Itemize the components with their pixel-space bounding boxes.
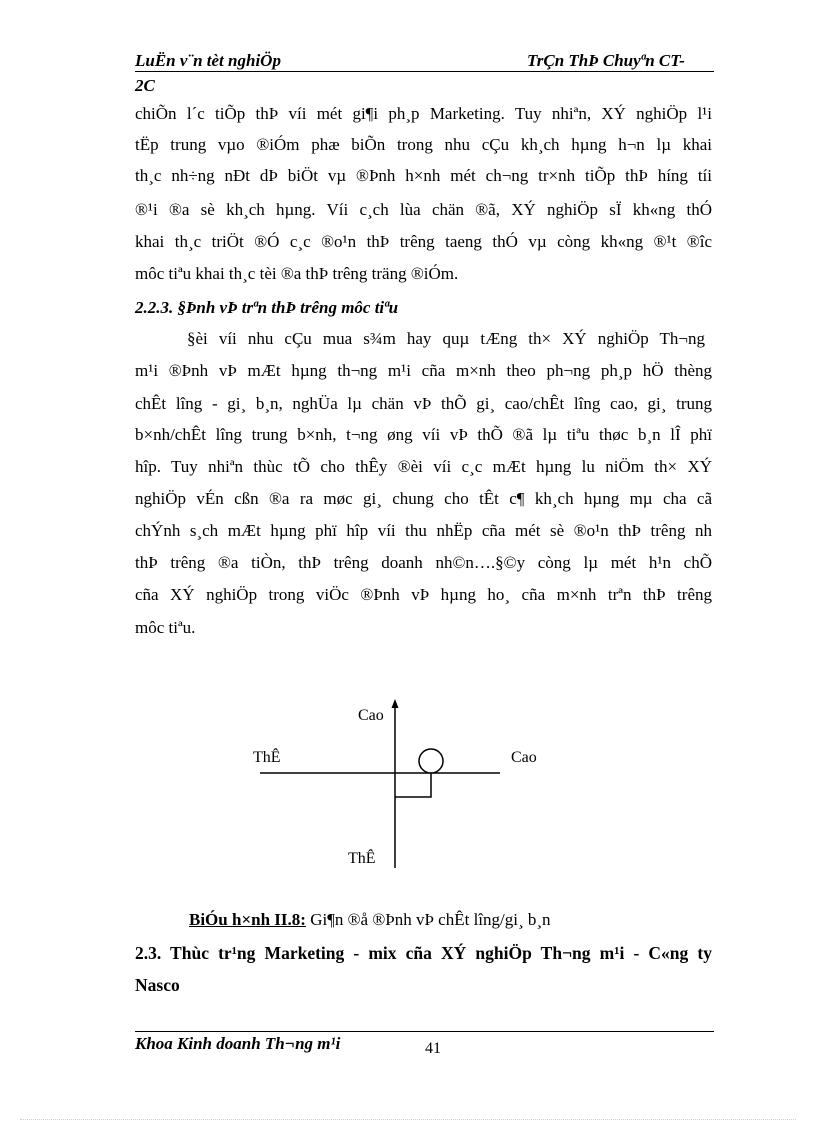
y-axis-arrow-icon [392,699,399,708]
text-line: cña XÝ nghiÖp trong viÖc ®Þnh vÞ hµng ho¸ cña m×nh trªn thÞ trêng [135,585,712,604]
page-number: 41 [425,1040,441,1057]
text-line: §èi víi nhu cÇu mua s¾m hay quµ tÆng th× XÝ nghiÖp Th¬ng [187,329,705,348]
header-rule [135,71,714,72]
figure-caption-label: BiÓu h×nh II.8: [189,910,306,929]
x-axis-high-label: Cao [511,749,537,766]
position-marker-circle [419,749,443,773]
text-line: m¹i ®Þnh vÞ mÆt hµng th¬ng m¹i cña m×nh theo ph¬ng ph¸p hÖ thèng [135,361,712,380]
section-heading-2-3: 2.3. Thùc tr¹ng Marketing - mix cña XÝ nghiÖp Th¬ng m¹i - C«ng ty [135,943,712,963]
text-line: tËp trung vµo ®iÓm phæ biÕn trong nhu cÇu kh¸ch hµng h¬n lµ khai [135,135,712,154]
text-line: môc tiªu khai th¸c tèi ®a thÞ trêng träng ®iÓm. [135,264,459,283]
positioning-diagram [240,690,560,880]
text-line: khai th¸c triÖt ®Ó c¸c ®o¹n thÞ trêng taeng thÓ vµ còng kh«ng ®¹t ®îc [135,232,712,251]
text-line: thÞ trêng ®a tiÒn, thÞ trêng doanh nh©n….§©y còng lµ mét h¹n chÕ [135,553,712,572]
y-axis-low-label: ThÊ [348,850,376,867]
text-line: môc tiªu. [135,618,196,637]
header-wrap: 2C [135,76,155,95]
text-line: chiÕn l´c tiÕp thÞ víi mét gi¶i ph¸p Marketing. Tuy nhiªn, XÝ nghiÖp l¹i [135,104,712,123]
text-line: hîp. Tuy nhiªn thùc tÕ cho thÊy ®èi víi c¸c mÆt hµng lu niÖm th× XÝ [135,457,712,476]
section-heading: 2.2.3. §Þnh vÞ trªn thÞ trêng môc tiªu [135,298,399,317]
x-axis-low-label: ThÊ [253,749,281,766]
y-axis-high-label: Cao [358,707,384,724]
figure-caption [189,910,551,930]
section-heading-2-3-cont: Nasco [135,975,180,995]
text-line: b×nh/chÊt lîng trung b×nh, t¬ng øng víi vÞ thÕ ®ã lµ tiªu thøc b¸n lÎ phï [135,425,712,444]
figure-caption-text: Gi¶n ®å ®Þnh vÞ chÊt lîng/gi¸ b¸n [305,910,551,929]
text-line: ®¹i ®a sè kh¸ch hµng. Víi c¸ch lùa chän ®ã, XÝ nghiÖp sÏ kh«ng thÓ [135,200,712,219]
header-right: TrÇn ThÞ Chuyªn CT- [527,51,685,70]
position-marker-lines [395,773,431,797]
text-line: chÝnh s¸ch mÆt hµng phï hîp víi thu nhËp cña mét sè ®o¹n thÞ trêng nh [135,521,712,540]
text-line: nghiÖp vÉn cßn ®a ra møc gi¸ chung cho tÊt c¶ kh¸ch hµng mµ cha cã [135,489,712,508]
text-line: chÊt lîng - gi¸ b¸n, nghÜa lµ chän vÞ thÕ gi¸ cao/chÊt lîng cao, gi¸ trung [135,394,712,413]
text-line: th¸c nh÷ng nÐt dÞ biÖt vµ ®Þnh h×nh mét ch¬ng tr×nh tiÕp thÞ híng tíi [135,166,712,185]
page-edge-divider [20,1119,796,1120]
footer-left: Khoa Kinh doanh Th¬ng m¹i [135,1034,341,1053]
footer-rule [135,1031,714,1032]
header-left: LuËn v¨n tèt nghiÖp [135,51,281,70]
